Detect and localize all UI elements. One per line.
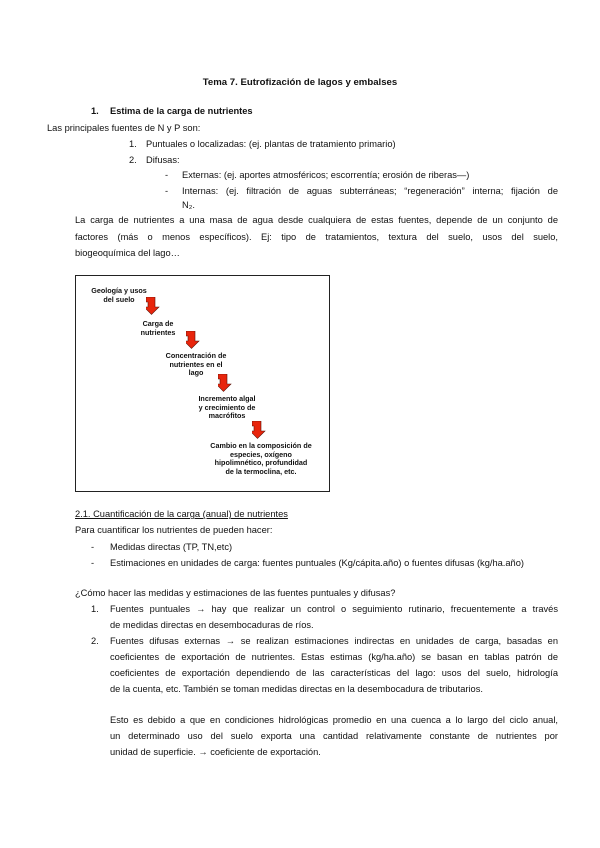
- diagram-step-load: Carga de nutrientes: [140, 319, 176, 337]
- diagram-step-concentration: Concentración de nutrientes en el lago: [165, 351, 227, 377]
- paragraph-line: La carga de nutrientes a una masa de agua desde cualquiera de estas fuentes, depende de un conjunto de: [75, 215, 558, 225]
- section-number: 1.: [91, 106, 99, 116]
- paragraph-line: un determinado uso del suelo exporta una cantidad relativamente constante de nutrientes por: [110, 731, 558, 741]
- paragraph-line: Fuentes difusas externas → se realizan estimaciones indirectas en unidades de carga, basadas en: [110, 636, 558, 646]
- arrow-down-icon: [218, 374, 232, 392]
- sub-bullet: -: [165, 170, 169, 180]
- diagram-step-geology: Geología y usos del suelo: [91, 286, 147, 304]
- arrow-down-icon: [252, 421, 266, 439]
- subsection-heading: 2.1. Cuantificación de la carga (anual) de nutrientes: [75, 509, 288, 519]
- paragraph-line: biogeoquímica del lago…: [75, 248, 180, 258]
- paragraph-line: de medidas directas en desembocaduras de ríos.: [110, 620, 314, 630]
- question-line: ¿Cómo hacer las medidas y estimaciones de las fuentes puntuales y difusas?: [75, 588, 396, 598]
- sub-item: Externas: (ej. aportes atmosféricos; escorrentía; erosión de riberas—): [182, 170, 470, 180]
- flow-diagram: [75, 275, 330, 492]
- paragraph-line: factores (más o menos específicos). Ej: tipo de tratamientos, textura del suelo, usos del suelo,: [75, 232, 558, 242]
- bullet-item: Medidas directas (TP, TN,etc): [110, 542, 233, 552]
- subsection-intro: Para cuantificar los nutrientes de pueden hacer:: [75, 525, 273, 535]
- page-title: Tema 7. Eutrofización de lagos y embalses: [202, 77, 398, 88]
- bullet-marker: -: [91, 542, 95, 552]
- sub-bullet: -: [165, 186, 169, 196]
- paragraph-line: coeficientes de exportación dependiendo de las características del lago: usos del suelo, hidrología: [110, 668, 558, 678]
- arrow-down-icon: [146, 297, 160, 315]
- bullet-item: Estimaciones en unidades de carga: fuentes puntuales (Kg/cápita.año) o fuentes difusas (kg/ha.año): [110, 558, 524, 568]
- list-number: 2.: [91, 636, 99, 646]
- bullet-marker: -: [91, 558, 95, 568]
- sub-item-continuation: N₂.: [182, 200, 195, 210]
- arrow-down-icon: [186, 331, 200, 349]
- list-item: Difusas:: [146, 155, 180, 165]
- list-item: Puntuales o localizadas: (ej. plantas de tratamiento primario): [146, 139, 396, 149]
- paragraph-line: coeficientes de exportación de nutrientes. Estas estimas (kg/ha.año) se basan en tablas patrón de: [110, 652, 558, 662]
- diagram-step-change: Cambio en la composición de especies, oxígeno hipolimnético, profundidad de la termoclina, etc.: [210, 441, 312, 476]
- list-number: 1.: [129, 139, 137, 149]
- sub-item: Internas: (ej. filtración de aguas subterráneas; “regeneración” interna; fijación de: [182, 186, 558, 196]
- list-number: 2.: [129, 155, 137, 165]
- paragraph-line: de la cuenta, etc. También se toman medidas directas en la desembocadura de tributarios.: [110, 684, 483, 694]
- paragraph-line: unidad de superficie. → coeficiente de exportación.: [110, 747, 321, 757]
- list-number: 1.: [91, 604, 99, 614]
- section-heading: Estima de la carga de nutrientes: [110, 106, 253, 116]
- section-intro: Las principales fuentes de N y P son:: [47, 123, 201, 133]
- paragraph-line: Fuentes puntuales → hay que realizar un control o seguimiento rutinario, frecuentemente a través: [110, 604, 558, 614]
- paragraph-line: Esto es debido a que en condiciones hidrológicas promedio en una cuenca a lo largo del ciclo anual,: [110, 715, 558, 725]
- diagram-step-algal: Incremento algal y crecimiento de macrófitos: [198, 394, 256, 420]
